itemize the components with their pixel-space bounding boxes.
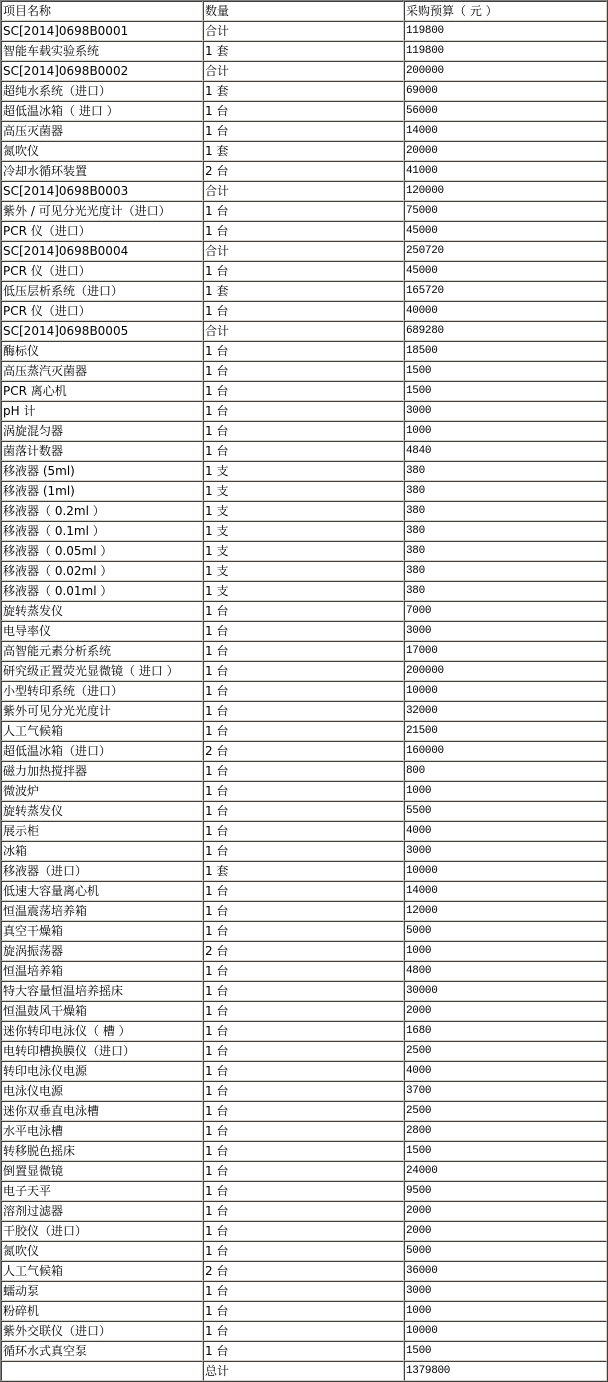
cell-quantity: 合计 bbox=[203, 21, 404, 41]
cell-budget: 14000 bbox=[404, 881, 607, 901]
cell-quantity: 1 台 bbox=[203, 1081, 404, 1101]
cell-item-name: 移液器（ 0.05ml ） bbox=[1, 541, 203, 561]
cell-quantity: 1 台 bbox=[203, 661, 404, 681]
table-row bbox=[1, 1261, 607, 1281]
cell-item-name: 倒置显微镜 bbox=[1, 1161, 203, 1181]
table-row bbox=[1, 141, 607, 161]
cell-budget: 689280 bbox=[404, 321, 607, 341]
table-row bbox=[1, 881, 607, 901]
table-row bbox=[1, 601, 607, 621]
cell-item-name: 电转印槽换膜仪（进口） bbox=[1, 1041, 203, 1061]
cell-quantity: 1 台 bbox=[203, 341, 404, 361]
cell-quantity: 2 台 bbox=[203, 1261, 404, 1281]
table-row bbox=[1, 41, 607, 61]
table-row bbox=[1, 801, 607, 821]
table-row bbox=[1, 1241, 607, 1261]
cell-quantity: 1 台 bbox=[203, 441, 404, 461]
cell-quantity: 1 台 bbox=[203, 1281, 404, 1301]
table-row bbox=[1, 481, 607, 501]
cell-quantity: 合计 bbox=[203, 181, 404, 201]
table-row bbox=[1, 1021, 607, 1041]
cell-quantity: 1 台 bbox=[203, 1321, 404, 1341]
cell-quantity: 1 台 bbox=[203, 401, 404, 421]
cell-budget: 45000 bbox=[404, 261, 607, 281]
cell-budget: 2500 bbox=[404, 1101, 607, 1121]
cell-budget: 3700 bbox=[404, 1081, 607, 1101]
cell-budget: 200000 bbox=[404, 61, 607, 81]
cell-budget: 380 bbox=[404, 581, 607, 601]
cell-item-name: 高压蒸汽灭菌器 bbox=[1, 361, 203, 381]
table-row bbox=[1, 981, 607, 1001]
table-row bbox=[1, 941, 607, 961]
cell-item-name: 超低温冰箱（进口） bbox=[1, 741, 203, 761]
cell-budget: 10000 bbox=[404, 1321, 607, 1341]
cell-quantity: 1 支 bbox=[203, 501, 404, 521]
cell-item-name: SC[2014]0698B0002 bbox=[1, 61, 203, 81]
cell-budget: 5000 bbox=[404, 921, 607, 941]
table-row bbox=[1, 841, 607, 861]
table-row bbox=[1, 461, 607, 481]
table-row bbox=[1, 321, 607, 341]
cell-quantity: 1 台 bbox=[203, 1021, 404, 1041]
table-row bbox=[1, 761, 607, 781]
cell-budget: 165720 bbox=[404, 281, 607, 301]
cell-quantity: 1 套 bbox=[203, 81, 404, 101]
cell-quantity: 1 台 bbox=[203, 381, 404, 401]
table-row bbox=[1, 61, 607, 81]
table-row bbox=[1, 121, 607, 141]
table-row bbox=[1, 721, 607, 741]
cell-budget: 380 bbox=[404, 501, 607, 521]
cell-budget: 7000 bbox=[404, 601, 607, 621]
cell-quantity: 1 台 bbox=[203, 1201, 404, 1221]
cell-item-name: 电子天平 bbox=[1, 1181, 203, 1201]
table-row bbox=[1, 1181, 607, 1201]
cell-quantity: 1 台 bbox=[203, 821, 404, 841]
table-row bbox=[1, 441, 607, 461]
cell-item-name bbox=[1, 1361, 203, 1381]
cell-budget: 1500 bbox=[404, 1341, 607, 1361]
cell-quantity: 1 台 bbox=[203, 781, 404, 801]
table-row bbox=[1, 901, 607, 921]
cell-budget: 45000 bbox=[404, 221, 607, 241]
cell-item-name: 转印电泳仪电源 bbox=[1, 1061, 203, 1081]
cell-budget: 1000 bbox=[404, 941, 607, 961]
cell-item-name: 迷你双垂直电泳槽 bbox=[1, 1101, 203, 1121]
cell-item-name: 移液器 (5ml) bbox=[1, 461, 203, 481]
cell-quantity: 1 支 bbox=[203, 461, 404, 481]
cell-quantity: 1 支 bbox=[203, 541, 404, 561]
cell-item-name: 低速大容量离心机 bbox=[1, 881, 203, 901]
table-row bbox=[1, 1141, 607, 1161]
cell-item-name: 超纯水系统（进口） bbox=[1, 81, 203, 101]
cell-budget: 2000 bbox=[404, 1221, 607, 1241]
cell-item-name: 菌落计数器 bbox=[1, 441, 203, 461]
cell-quantity: 总计 bbox=[203, 1361, 404, 1381]
cell-quantity: 1 台 bbox=[203, 121, 404, 141]
cell-quantity: 1 台 bbox=[203, 1341, 404, 1361]
table-row bbox=[1, 1321, 607, 1341]
cell-budget: 1000 bbox=[404, 1301, 607, 1321]
cell-quantity: 1 台 bbox=[203, 601, 404, 621]
table-row bbox=[1, 341, 607, 361]
cell-item-name: SC[2014]0698B0005 bbox=[1, 321, 203, 341]
cell-item-name: 干胶仪（进口） bbox=[1, 1221, 203, 1241]
cell-budget: 200000 bbox=[404, 661, 607, 681]
cell-item-name: 真空干燥箱 bbox=[1, 921, 203, 941]
cell-item-name: 小型转印系统（进口） bbox=[1, 681, 203, 701]
cell-budget: 10000 bbox=[404, 861, 607, 881]
cell-budget: 1500 bbox=[404, 381, 607, 401]
cell-budget: 380 bbox=[404, 541, 607, 561]
cell-item-name: 循环水式真空泵 bbox=[1, 1341, 203, 1361]
cell-item-name: PCR 离心机 bbox=[1, 381, 203, 401]
table-row bbox=[1, 1121, 607, 1141]
table-row bbox=[1, 1101, 607, 1121]
cell-budget: 36000 bbox=[404, 1261, 607, 1281]
table-row bbox=[1, 701, 607, 721]
cell-budget: 1500 bbox=[404, 1141, 607, 1161]
cell-item-name: 蠕动泵 bbox=[1, 1281, 203, 1301]
cell-item-name: 高压灭菌器 bbox=[1, 121, 203, 141]
table-row bbox=[1, 21, 607, 41]
cell-item-name: PCR 仪（进口） bbox=[1, 221, 203, 241]
table-row bbox=[1, 181, 607, 201]
cell-item-name: 移液器（ 0.01ml ） bbox=[1, 581, 203, 601]
cell-item-name: 水平电泳槽 bbox=[1, 1121, 203, 1141]
table-row bbox=[1, 281, 607, 301]
cell-quantity: 1 支 bbox=[203, 561, 404, 581]
cell-budget: 1500 bbox=[404, 361, 607, 381]
cell-quantity: 1 台 bbox=[203, 1181, 404, 1201]
cell-budget: 24000 bbox=[404, 1161, 607, 1181]
table-row bbox=[1, 1001, 607, 1021]
cell-item-name: 旋转蒸发仪 bbox=[1, 601, 203, 621]
cell-budget: 3000 bbox=[404, 621, 607, 641]
cell-budget: 250720 bbox=[404, 241, 607, 261]
table-row bbox=[1, 361, 607, 381]
cell-quantity: 1 套 bbox=[203, 141, 404, 161]
cell-item-name: 恒温培养箱 bbox=[1, 961, 203, 981]
table-row bbox=[1, 921, 607, 941]
table-row bbox=[1, 821, 607, 841]
cell-item-name: 磁力加热搅拌器 bbox=[1, 761, 203, 781]
cell-item-name: 智能车载实验系统 bbox=[1, 41, 203, 61]
cell-quantity: 1 台 bbox=[203, 721, 404, 741]
table-row bbox=[1, 1161, 607, 1181]
cell-budget: 2000 bbox=[404, 1001, 607, 1021]
cell-budget: 3000 bbox=[404, 841, 607, 861]
cell-item-name: PCR 仪（进口） bbox=[1, 261, 203, 281]
table-row bbox=[1, 501, 607, 521]
cell-budget: 2800 bbox=[404, 1121, 607, 1141]
cell-budget: 4000 bbox=[404, 1061, 607, 1081]
table-row bbox=[1, 1361, 607, 1381]
cell-quantity: 1 台 bbox=[203, 261, 404, 281]
cell-budget: 160000 bbox=[404, 741, 607, 761]
cell-quantity: 1 台 bbox=[203, 301, 404, 321]
cell-item-name: 人工气候箱 bbox=[1, 1261, 203, 1281]
cell-quantity: 1 套 bbox=[203, 41, 404, 61]
table-row bbox=[1, 641, 607, 661]
cell-budget: 40000 bbox=[404, 301, 607, 321]
cell-quantity: 2 台 bbox=[203, 161, 404, 181]
table-row bbox=[1, 401, 607, 421]
cell-budget: 69000 bbox=[404, 81, 607, 101]
cell-item-name: 微波炉 bbox=[1, 781, 203, 801]
table-row bbox=[1, 681, 607, 701]
table-row bbox=[1, 581, 607, 601]
cell-budget: 120000 bbox=[404, 181, 607, 201]
table-row bbox=[1, 81, 607, 101]
header-row bbox=[1, 1, 607, 21]
cell-item-name: 人工气候箱 bbox=[1, 721, 203, 741]
cell-item-name: 电泳仪电源 bbox=[1, 1081, 203, 1101]
cell-quantity: 1 台 bbox=[203, 201, 404, 221]
cell-item-name: 氮吹仪 bbox=[1, 141, 203, 161]
table-row bbox=[1, 261, 607, 281]
cell-item-name: 移液器（ 0.02ml ） bbox=[1, 561, 203, 581]
cell-budget: 119800 bbox=[404, 41, 607, 61]
cell-budget: 2500 bbox=[404, 1041, 607, 1061]
cell-item-name: 旋转蒸发仪 bbox=[1, 801, 203, 821]
cell-item-name: 氮吹仪 bbox=[1, 1241, 203, 1261]
cell-quantity: 1 台 bbox=[203, 881, 404, 901]
table-row bbox=[1, 1221, 607, 1241]
cell-budget: 1000 bbox=[404, 781, 607, 801]
table-row bbox=[1, 781, 607, 801]
cell-quantity: 1 台 bbox=[203, 1101, 404, 1121]
cell-quantity: 1 套 bbox=[203, 861, 404, 881]
cell-item-name: 移液器 (1ml) bbox=[1, 481, 203, 501]
cell-budget: 119800 bbox=[404, 21, 607, 41]
table-row bbox=[1, 1281, 607, 1301]
cell-quantity: 1 台 bbox=[203, 1301, 404, 1321]
cell-item-name: 移液器（ 0.2ml ） bbox=[1, 501, 203, 521]
cell-quantity: 2 台 bbox=[203, 941, 404, 961]
cell-budget: 75000 bbox=[404, 201, 607, 221]
cell-item-name: PCR 仪（进口） bbox=[1, 301, 203, 321]
cell-item-name: 转移脱色摇床 bbox=[1, 1141, 203, 1161]
table-row bbox=[1, 1061, 607, 1081]
header-item-name: 项目名称 bbox=[1, 1, 203, 21]
table-row bbox=[1, 661, 607, 681]
cell-budget: 3000 bbox=[404, 401, 607, 421]
cell-item-name: 研究级正置荧光显微镜（ 进口 ） bbox=[1, 661, 203, 681]
cell-quantity: 1 台 bbox=[203, 641, 404, 661]
cell-budget: 4800 bbox=[404, 961, 607, 981]
table-row bbox=[1, 961, 607, 981]
cell-item-name: 移液器（进口） bbox=[1, 861, 203, 881]
cell-budget: 380 bbox=[404, 481, 607, 501]
cell-quantity: 合计 bbox=[203, 321, 404, 341]
cell-item-name: 电导率仪 bbox=[1, 621, 203, 641]
cell-budget: 380 bbox=[404, 561, 607, 581]
table-row bbox=[1, 421, 607, 441]
cell-item-name: 恒温鼓风干燥箱 bbox=[1, 1001, 203, 1021]
cell-quantity: 1 台 bbox=[203, 1141, 404, 1161]
cell-budget: 380 bbox=[404, 521, 607, 541]
table-row bbox=[1, 1081, 607, 1101]
cell-quantity: 1 套 bbox=[203, 281, 404, 301]
cell-quantity: 合计 bbox=[203, 241, 404, 261]
table-row bbox=[1, 521, 607, 541]
cell-budget: 2000 bbox=[404, 1201, 607, 1221]
cell-quantity: 1 台 bbox=[203, 761, 404, 781]
cell-item-name: 移液器（ 0.1ml ） bbox=[1, 521, 203, 541]
table-row bbox=[1, 561, 607, 581]
table-row bbox=[1, 101, 607, 121]
cell-quantity: 1 台 bbox=[203, 921, 404, 941]
cell-quantity: 2 台 bbox=[203, 741, 404, 761]
cell-quantity: 1 台 bbox=[203, 1061, 404, 1081]
cell-quantity: 1 台 bbox=[203, 421, 404, 441]
cell-quantity: 1 台 bbox=[203, 681, 404, 701]
cell-budget: 41000 bbox=[404, 161, 607, 181]
cell-budget: 5500 bbox=[404, 801, 607, 821]
cell-budget: 56000 bbox=[404, 101, 607, 121]
cell-quantity: 1 台 bbox=[203, 1161, 404, 1181]
cell-budget: 20000 bbox=[404, 141, 607, 161]
cell-item-name: 紫外 / 可见分光光度计（进口） bbox=[1, 201, 203, 221]
table-row bbox=[1, 221, 607, 241]
table-row bbox=[1, 201, 607, 221]
table-row bbox=[1, 301, 607, 321]
cell-item-name: 迷你转印电泳仪（ 槽 ） bbox=[1, 1021, 203, 1041]
table-row bbox=[1, 621, 607, 641]
cell-budget: 17000 bbox=[404, 641, 607, 661]
cell-quantity: 1 台 bbox=[203, 1041, 404, 1061]
cell-budget: 1680 bbox=[404, 1021, 607, 1041]
cell-item-name: 特大容量恒温培养摇床 bbox=[1, 981, 203, 1001]
cell-item-name: 超低温冰箱（ 进口 ） bbox=[1, 101, 203, 121]
table-row bbox=[1, 861, 607, 881]
table-body bbox=[1, 21, 607, 1381]
table-row bbox=[1, 1341, 607, 1361]
cell-quantity: 合计 bbox=[203, 61, 404, 81]
cell-budget: 1379800 bbox=[404, 1361, 607, 1381]
cell-quantity: 1 台 bbox=[203, 901, 404, 921]
cell-quantity: 1 台 bbox=[203, 1121, 404, 1141]
cell-quantity: 1 台 bbox=[203, 801, 404, 821]
cell-item-name: 粉碎机 bbox=[1, 1301, 203, 1321]
cell-quantity: 1 台 bbox=[203, 701, 404, 721]
cell-budget: 30000 bbox=[404, 981, 607, 1001]
cell-budget: 800 bbox=[404, 761, 607, 781]
cell-quantity: 1 台 bbox=[203, 361, 404, 381]
cell-quantity: 1 台 bbox=[203, 1221, 404, 1241]
cell-item-name: 冷却水循环装置 bbox=[1, 161, 203, 181]
cell-item-name: SC[2014]0698B0003 bbox=[1, 181, 203, 201]
table-row bbox=[1, 1041, 607, 1061]
cell-quantity: 1 台 bbox=[203, 101, 404, 121]
cell-budget: 3000 bbox=[404, 1281, 607, 1301]
cell-quantity: 1 台 bbox=[203, 981, 404, 1001]
cell-quantity: 1 台 bbox=[203, 621, 404, 641]
cell-item-name: 酶标仪 bbox=[1, 341, 203, 361]
table-row bbox=[1, 741, 607, 761]
cell-budget: 32000 bbox=[404, 701, 607, 721]
cell-budget: 14000 bbox=[404, 121, 607, 141]
cell-budget: 18500 bbox=[404, 341, 607, 361]
table-row bbox=[1, 1301, 607, 1321]
cell-quantity: 1 台 bbox=[203, 1241, 404, 1261]
cell-budget: 21500 bbox=[404, 721, 607, 741]
cell-quantity: 1 台 bbox=[203, 841, 404, 861]
cell-item-name: 高智能元素分析系统 bbox=[1, 641, 203, 661]
table-row bbox=[1, 241, 607, 261]
cell-item-name: 紫外可见分光光度计 bbox=[1, 701, 203, 721]
cell-item-name: 冰箱 bbox=[1, 841, 203, 861]
cell-item-name: 恒温震荡培养箱 bbox=[1, 901, 203, 921]
cell-quantity: 1 支 bbox=[203, 521, 404, 541]
header-quantity: 数量 bbox=[203, 1, 404, 21]
cell-budget: 1000 bbox=[404, 421, 607, 441]
cell-item-name: SC[2014]0698B0001 bbox=[1, 21, 203, 41]
header-budget: 采购预算（ 元 ） bbox=[404, 1, 607, 21]
cell-item-name: 溶剂过滤器 bbox=[1, 1201, 203, 1221]
cell-budget: 4000 bbox=[404, 821, 607, 841]
cell-budget: 9500 bbox=[404, 1181, 607, 1201]
cell-item-name: 展示柜 bbox=[1, 821, 203, 841]
cell-item-name: SC[2014]0698B0004 bbox=[1, 241, 203, 261]
cell-quantity: 1 台 bbox=[203, 961, 404, 981]
cell-quantity: 1 台 bbox=[203, 221, 404, 241]
cell-quantity: 1 支 bbox=[203, 581, 404, 601]
table-row bbox=[1, 161, 607, 181]
cell-budget: 4840 bbox=[404, 441, 607, 461]
table-row bbox=[1, 541, 607, 561]
cell-budget: 12000 bbox=[404, 901, 607, 921]
cell-item-name: 涡旋混匀器 bbox=[1, 421, 203, 441]
cell-budget: 380 bbox=[404, 461, 607, 481]
table-row bbox=[1, 381, 607, 401]
cell-item-name: 旋涡振荡器 bbox=[1, 941, 203, 961]
cell-budget: 5000 bbox=[404, 1241, 607, 1261]
cell-item-name: 紫外交联仪（进口） bbox=[1, 1321, 203, 1341]
table-row bbox=[1, 1201, 607, 1221]
cell-quantity: 1 支 bbox=[203, 481, 404, 501]
cell-item-name: pH 计 bbox=[1, 401, 203, 421]
cell-quantity: 1 台 bbox=[203, 1001, 404, 1021]
cell-item-name: 低压层析系统（进口） bbox=[1, 281, 203, 301]
cell-budget: 10000 bbox=[404, 681, 607, 701]
